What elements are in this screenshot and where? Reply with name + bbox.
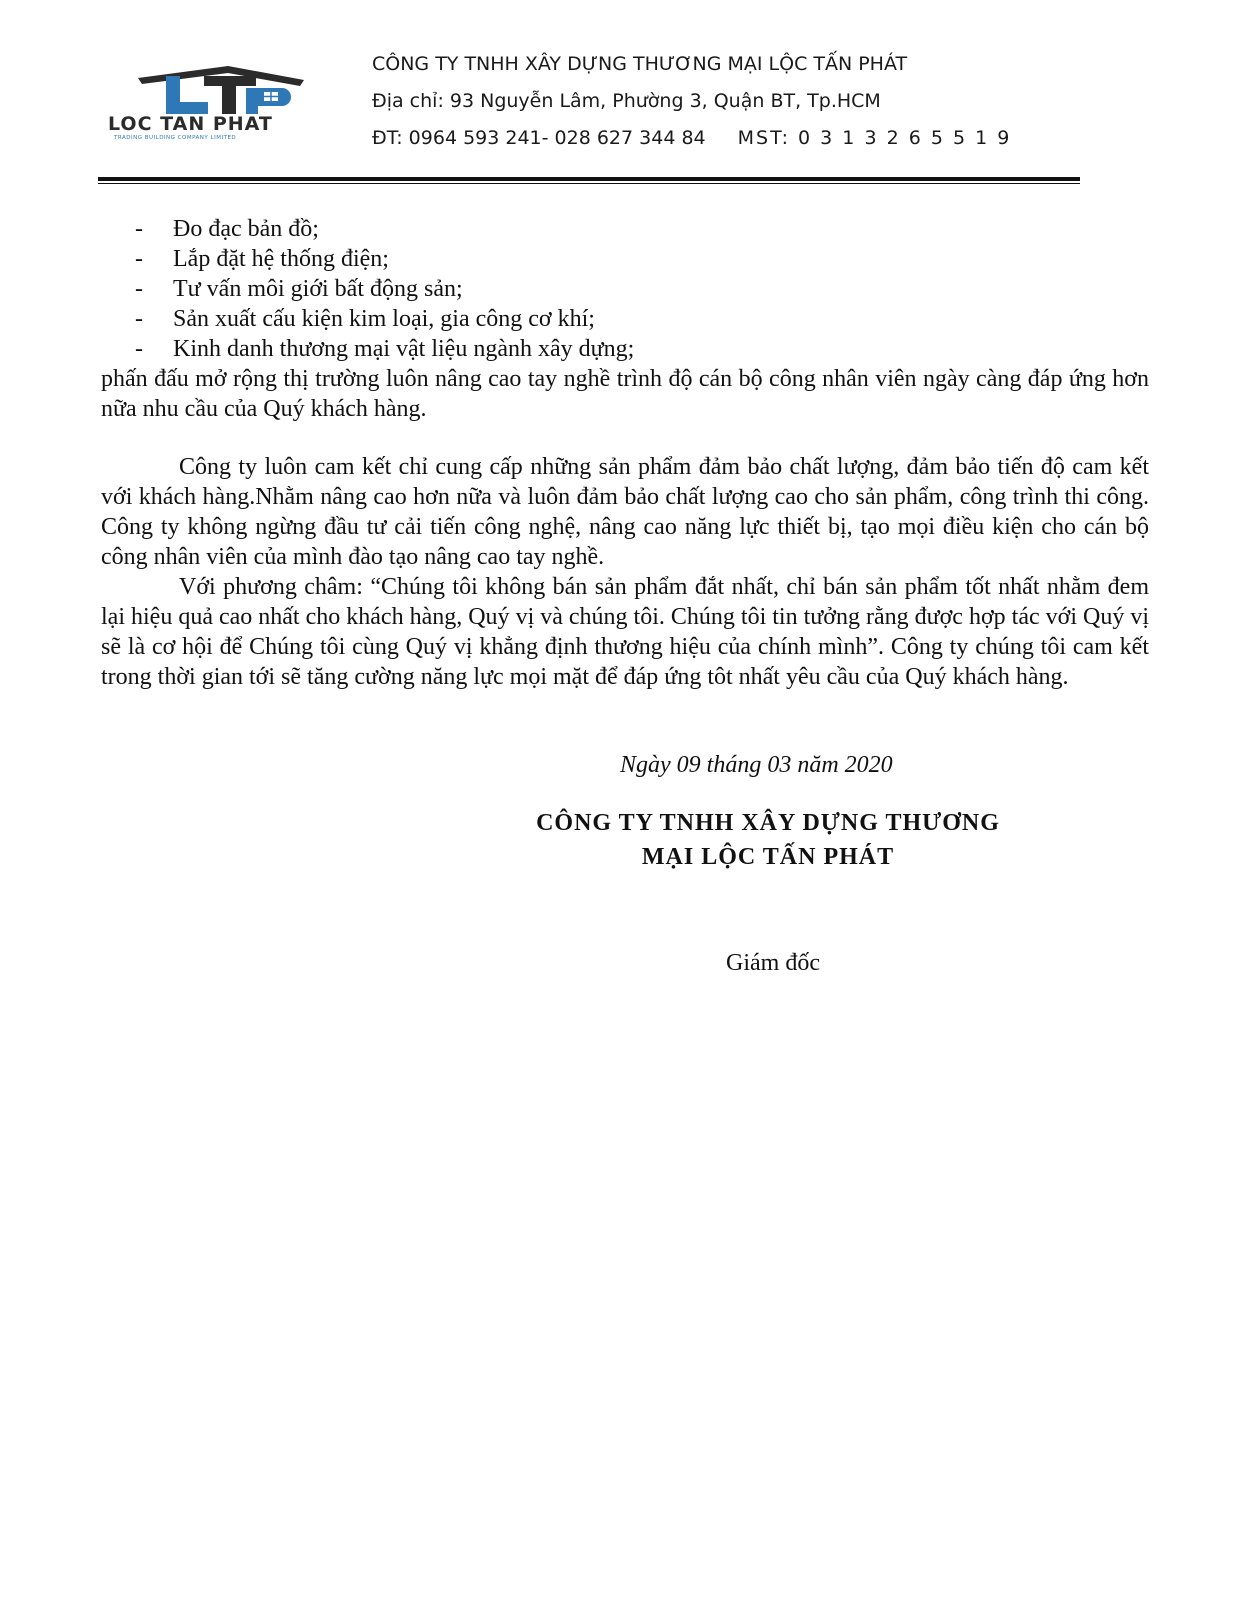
list-item-text: Kinh danh thương mại vật liệu ngành xây dựng;: [173, 336, 635, 362]
company-name: CÔNG TY TNHH XÂY DỰNG THƯƠNG MẠI LỘC TẤN PHÁT: [372, 53, 908, 75]
letter-body: [101, 214, 1149, 692]
list-item: [101, 304, 1149, 334]
list-item: [101, 244, 1149, 274]
signature-title: Giám đốc: [726, 950, 820, 976]
list-item: [101, 274, 1149, 304]
bullet-marker: -: [135, 216, 143, 242]
header-rule-thick: [98, 177, 1080, 181]
letterhead-info: [372, 50, 1011, 161]
company-logo: [108, 62, 340, 142]
company-phone: ĐT: 0964 593 241- 028 627 344 84: [372, 127, 706, 149]
company-tax-code: MST: 0 3 1 3 2 6 5 5 1 9: [737, 127, 1012, 149]
company-contact-line: [372, 124, 1011, 161]
list-item-text: Lắp đặt hệ thống điện;: [173, 246, 389, 272]
paragraph-commitment: Công ty luôn cam kết chỉ cung cấp những sản phẩm đảm bảo chất lượng, đảm bảo tiến độ cam kết với khách hàng.Nhằm nâng cao hơn nữa và luôn đảm bảo chất lượng cao cho sản phẩm, công trình thi công. Công ty không ngừng đầu tư cải tiến công nghệ, nâng cao năng lực thiết bị, tạo mọi điều kiện cho cán bộ công nhân viên của mình đào tạo nâng cao tay nghề.: [101, 454, 1149, 570]
list-item-text: Sản xuất cấu kiện kim loại, gia công cơ khí;: [173, 306, 595, 332]
header-rule-thin: [98, 183, 1080, 184]
services-list: [101, 214, 1149, 364]
signature-company-line-1: CÔNG TY TNHH XÂY DỰNG THƯƠNG: [536, 810, 1000, 836]
signature-company-line-2: MẠI LỘC TẤN PHÁT: [641, 844, 895, 870]
bullet-marker: -: [135, 246, 143, 272]
paragraph-motto: Với phương châm: “Chúng tôi không bán sản phẩm đắt nhất, chỉ bán sản phẩm tốt nhất nhằm đem lại hiệu quả cao nhất cho khách hàng, Quý vị và chúng tôi. Chúng tôi tin tưởng rằng được hợp tác với Quý vị sẽ là cơ hội để Chúng tôi cùng Quý vị khẳng định thương hiệu của chính mình”. Công ty chúng tôi cam kết trong thời gian tới sẽ tăng cường năng lực mọi mặt để đáp ứng tôt nhất yêu cầu của Quý khách hàng.: [101, 574, 1149, 690]
signature-company: [500, 806, 1036, 874]
logo-tagline: TRADING BUILDING COMPANY LIMITED: [114, 135, 237, 141]
list-item: [101, 334, 1149, 364]
house-logo-icon: [108, 62, 340, 142]
bullet-marker: -: [135, 306, 143, 332]
bullet-marker: -: [135, 336, 143, 362]
list-item-text: Tư vấn môi giới bất động sản;: [173, 276, 463, 302]
list-item: [101, 214, 1149, 244]
signature-date: Ngày 09 tháng 03 năm 2020: [620, 752, 893, 778]
list-item-text: Đo đạc bản đồ;: [173, 216, 319, 242]
bullet-marker: -: [135, 276, 143, 302]
company-address: Địa chỉ: 93 Nguyễn Lâm, Phường 3, Quận BT, Tp.HCM: [372, 90, 881, 112]
paragraph-expansion: phấn đấu mở rộng thị trường luôn nâng cao tay nghề trình độ cán bộ công nhân viên ngày càng đáp ứng hơn nữa nhu cầu của Quý khách hàng.: [101, 366, 1149, 422]
logo-name: LOC TAN PHAT: [108, 113, 273, 135]
